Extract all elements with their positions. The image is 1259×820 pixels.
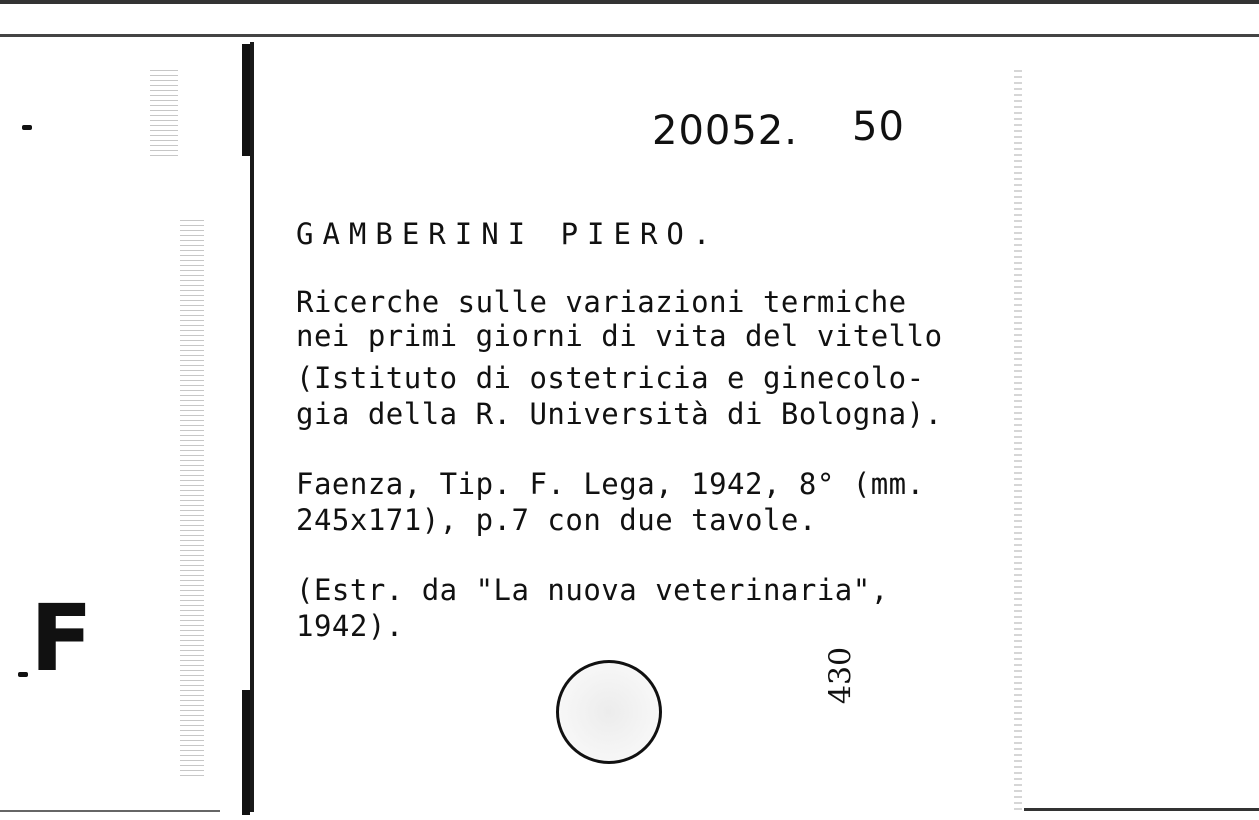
extract-line: 1942). — [296, 609, 404, 643]
author-name: GAMBERINI PIERO. — [296, 217, 720, 251]
punch-hole — [556, 660, 662, 764]
top-border-line — [0, 34, 1259, 37]
binder-bar-top — [242, 44, 250, 156]
accession-number: 20052. — [652, 108, 798, 154]
imprint-line: Faenza, Tip. F. Lega, 1942, 8° (mm. — [296, 467, 925, 501]
bottom-left-line — [0, 810, 220, 812]
card-right-edge — [1014, 70, 1022, 810]
title-line: (Istituto di ostetricia e ginecolo- — [296, 361, 925, 395]
margin-mark — [18, 672, 28, 677]
title-line: gia della R. Università di Bologna). — [296, 397, 943, 431]
scan-noise-left — [150, 70, 178, 160]
margin-mark — [22, 125, 32, 130]
margin-letter: F — [30, 585, 93, 692]
top-edge-line — [0, 0, 1259, 4]
title-line: Ricerche sulle variazioni termiche — [296, 285, 907, 319]
accession-number-suffix: 50 — [852, 104, 905, 150]
title-line: nei primi giorni di vita del vitello — [296, 319, 943, 353]
shelfmark-number: 430 — [823, 646, 859, 705]
scan-noise-left-mid — [180, 220, 204, 780]
binder-bar-bottom — [242, 690, 250, 815]
imprint-line: 245x171), p.7 con due tavole. — [296, 503, 817, 537]
extract-line: (Estr. da "La nuova veterinaria", — [296, 573, 889, 607]
